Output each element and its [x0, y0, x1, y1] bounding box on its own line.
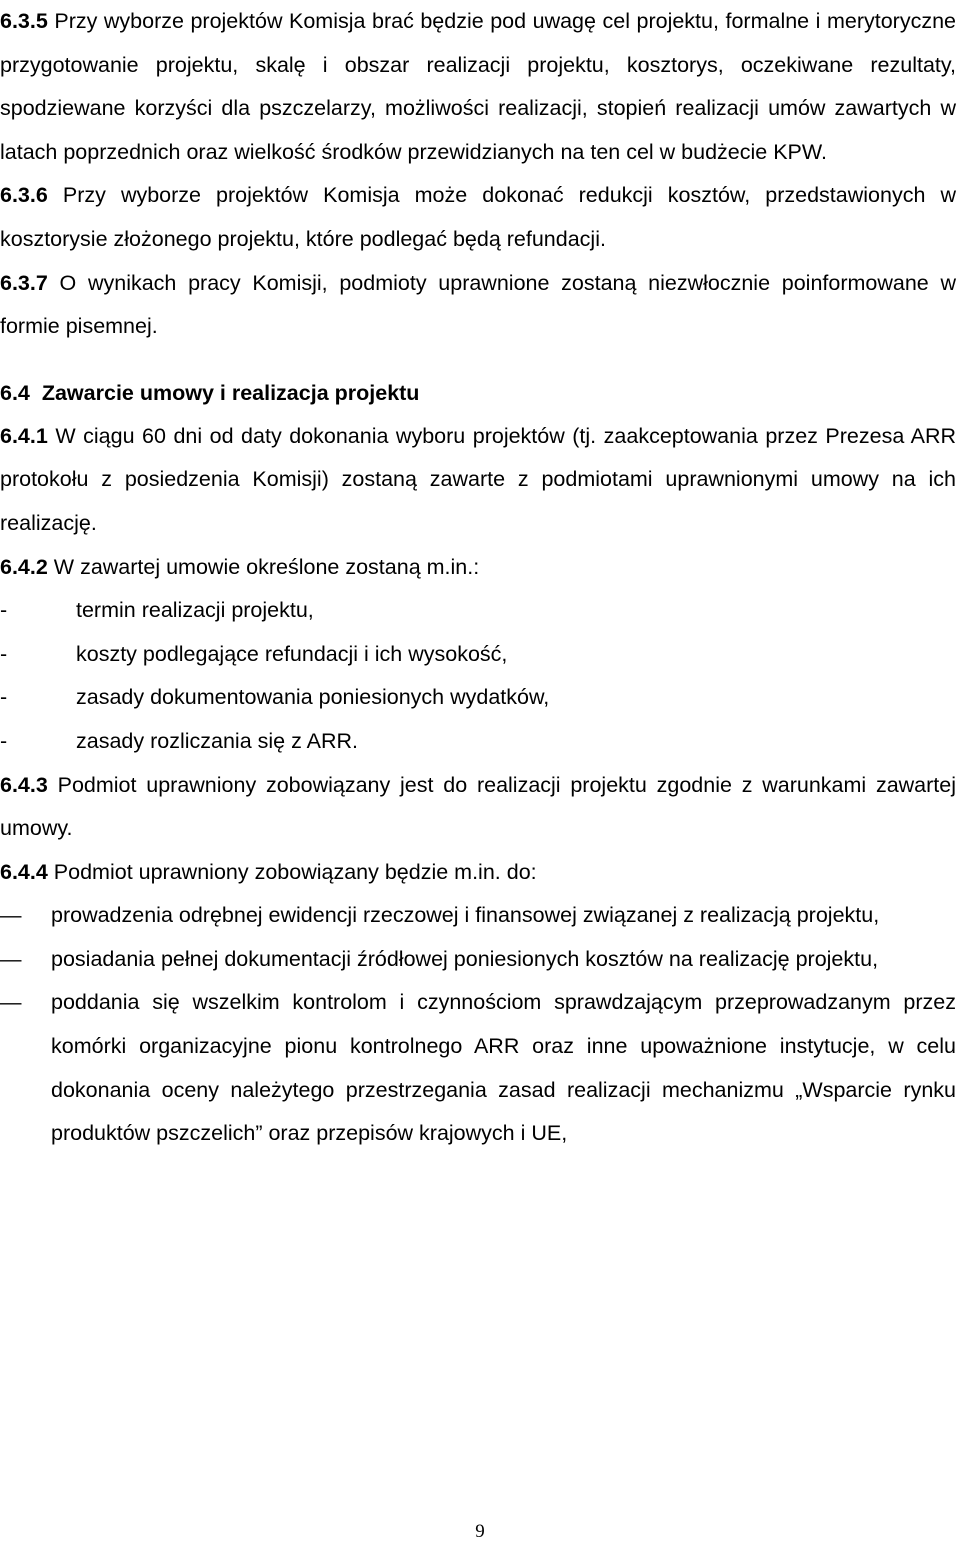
- list-item-text: posiadania pełnej dokumentacji źródłowej poniesionych kosztów na realizację projektu,: [51, 946, 879, 971]
- section-number: 6.4.3: [0, 772, 48, 797]
- section-number: 6.4.2: [0, 554, 48, 579]
- section-heading-6-4: [0, 371, 956, 415]
- list-item: [0, 633, 956, 677]
- section-text: W zawartej umowie określone zostaną m.in.:: [47, 554, 480, 579]
- list-item: [0, 676, 956, 720]
- dash-marker: -: [0, 728, 8, 753]
- list-item-text: termin realizacji projektu,: [76, 598, 314, 623]
- section-text: Podmiot uprawniony zobowiązany będzie m.in. do:: [47, 859, 537, 884]
- section-6-4-3: [0, 764, 956, 851]
- contract-terms-list: [0, 589, 956, 763]
- section-number: 6.3.7: [0, 270, 48, 295]
- list-item-text: zasady rozliczania się z ARR.: [76, 728, 358, 753]
- list-item: [0, 938, 956, 982]
- section-6-3-7: [0, 262, 956, 349]
- section-text: Przy wyborze projektów Komisja może dokonać redukcji kosztów, przedstawionych w kosztorysie złożonego projektu, które podlegać będą refundacji.: [0, 183, 956, 251]
- list-item: [0, 894, 956, 938]
- section-number: 6.4.1: [0, 423, 48, 448]
- list-item: [0, 981, 956, 1155]
- list-item-text: koszty podlegające refundacji i ich wysokość,: [76, 641, 508, 666]
- section-number: 6.3.5: [0, 9, 48, 33]
- heading-number: 6.4: [0, 380, 30, 405]
- dash-marker: -: [0, 598, 8, 623]
- page-number: 9: [475, 1521, 485, 1542]
- dash-marker: -: [0, 641, 8, 666]
- section-6-3-5: [0, 0, 956, 174]
- dash-marker: -: [0, 685, 8, 710]
- section-text: O wynikach pracy Komisji, podmioty uprawnione zostaną niezwłocznie poinformowane w formie pisemnej.: [0, 270, 956, 339]
- section-6-3-6: [0, 174, 956, 261]
- list-item: [0, 589, 956, 633]
- section-6-4-4: [0, 851, 956, 895]
- section-text: Podmiot uprawniony zobowiązany jest do realizacji projektu zgodnie z warunkami zawartej umowy.: [0, 772, 956, 841]
- section-text: Przy wyborze projektów Komisja brać będzie pod uwagę cel projektu, formalne i merytoryczne przygotowanie projektu, skalę i obszar realizacji projektu, kosztorys, oczekiwane rezultaty, spodziewane korzyści dla pszczelarzy, możliwości realizacji, stopień realizacji umów zawartych w latach poprzednich oraz wielkość środków przewidzianych na ten cel w budżecie KPW.: [0, 9, 956, 164]
- list-item-text: prowadzenia odrębnej ewidencji rzeczowej i finansowej związanej z realizacją projektu,: [51, 903, 880, 928]
- section-6-4-2: [0, 546, 956, 590]
- emdash-marker: —: [0, 946, 22, 971]
- section-number: 6.3.6: [0, 183, 48, 208]
- emdash-marker: —: [0, 903, 22, 928]
- obligations-list: [0, 894, 956, 1156]
- list-item-text: zasady dokumentowania poniesionych wydatków,: [76, 685, 550, 710]
- list-item: [0, 720, 956, 764]
- section-number: 6.4.4: [0, 859, 48, 884]
- section-6-4-1: [0, 415, 956, 546]
- heading-title: Zawarcie umowy i realizacja projektu: [41, 380, 420, 405]
- section-text: W ciągu 60 dni od daty dokonania wyboru projektów (tj. zaakceptowania przez Prezesa ARR protokołu z posiedzenia Komisji) zostaną zawarte z podmiotami uprawnionymi umowy na ich realizację.: [0, 423, 956, 535]
- list-item-text: poddania się wszelkim kontrolom i czynnościom sprawdzającym przeprowadzanym przez komórki organizacyjne pionu kontrolnego ARR oraz inne upoważnione instytucje, w celu dokonania oceny należytego przestrzegania zasad realizacji mechanizmu „Wsparcie rynku produktów pszczelich” oraz przepisów krajowych i UE,: [51, 990, 956, 1146]
- emdash-marker: —: [0, 990, 22, 1015]
